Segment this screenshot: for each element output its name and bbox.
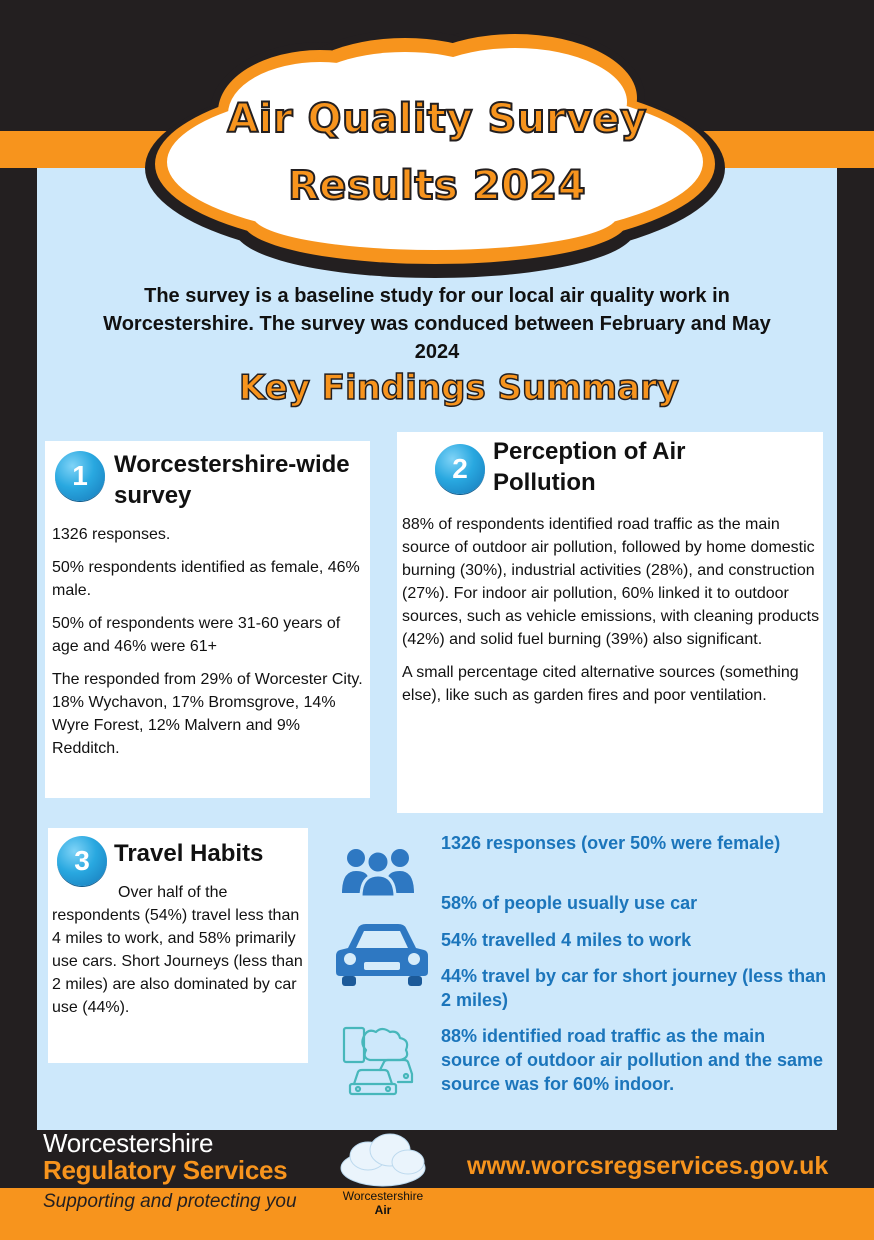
section-heading-2: Perception of Air Pollution (493, 438, 686, 496)
section-heading-1: Worcestershire-wide survey (114, 451, 350, 509)
title-line-2: Results 2024 (287, 163, 587, 209)
title-cloud-icon (135, 30, 735, 280)
worcestershire-air-cloud-icon (338, 1128, 428, 1190)
org-name-line-1: Worcestershire (43, 1128, 214, 1158)
section-card-perception (397, 432, 823, 813)
number-badge-2: 2 (435, 444, 485, 494)
people-group-icon (340, 843, 416, 897)
paragraph: 1326 responses. (52, 526, 171, 543)
section-heading-3: Travel Habits (114, 840, 264, 867)
website-link[interactable]: www.worcsregservices.gov.uk (467, 1152, 829, 1180)
number-badge-1: 1 (55, 451, 105, 501)
worcestershire-air-logo-text (328, 1189, 438, 1217)
number-badge-3: 3 (57, 836, 107, 886)
section-body-3 (52, 881, 306, 1029)
section-card-worcestershire-survey (45, 441, 370, 798)
org-name-line-2: Regulatory Services (43, 1155, 288, 1185)
air-logo-line-2: Air (374, 1203, 392, 1217)
paragraph: The responded from 29% of Worcester City. 18% Wychavon, 17% Bromsgrove, 14% Wyre Forest, 12% Malvern and 9% Redditch. (52, 671, 363, 757)
paragraph: A small percentage cited alternative sources (something else), like such as garden fires and poor ventilation. (402, 664, 799, 704)
car-icon (334, 920, 430, 988)
air-logo-line-1: Worcestershire (342, 1189, 424, 1203)
title-line-1: Air Quality Survey (227, 96, 647, 142)
paragraph: Over half of the respondents (54%) travel less than 4 miles to work, and 58% primarily use cars. Short Journeys (less than 2 miles) are also dominated by car use (44%). (52, 884, 303, 1016)
section-body-2 (402, 513, 820, 717)
key-findings-heading: Key Findings Summary (239, 368, 679, 408)
paragraph: 50% of respondents were 31-60 years of age and 46% were 61+ (52, 615, 341, 655)
paragraph: 88% of respondents identified road traffic as the main source of outdoor air pollution, followed by home domestic burning (30%), industrial activities (28%), and construction (27%). For indoor air pollution, 60% linked it to outdoor sources, such as vehicle emissions, with cleaning products (42%) and solid fuel burning (39%) also significant. (402, 516, 820, 648)
org-tagline: Supporting and protecting you (43, 1191, 297, 1212)
stat-car-use: 58% of people usually use car (441, 893, 698, 913)
stat-responses: 1326 responses (over 50% were female) (441, 833, 781, 853)
section-card-travel-habits (48, 828, 308, 1063)
section-body-1 (52, 523, 364, 770)
stat-travel-distance: 54% travelled 4 miles to work (441, 930, 692, 950)
traffic-pollution-icon (340, 1024, 414, 1096)
paragraph: 50% respondents identified as female, 46% male. (52, 559, 360, 599)
intro-text: The survey is a baseline study for our local air quality work in Worcestershire. The survey was conduced between February and May 2024 (103, 285, 771, 363)
stat-short-journey: 44% travel by car for short journey (less than 2 miles) (441, 966, 827, 1010)
stat-road-traffic: 88% identified road traffic as the main source of outdoor air pollution and the same source was for 60% indoor. (441, 1026, 824, 1094)
